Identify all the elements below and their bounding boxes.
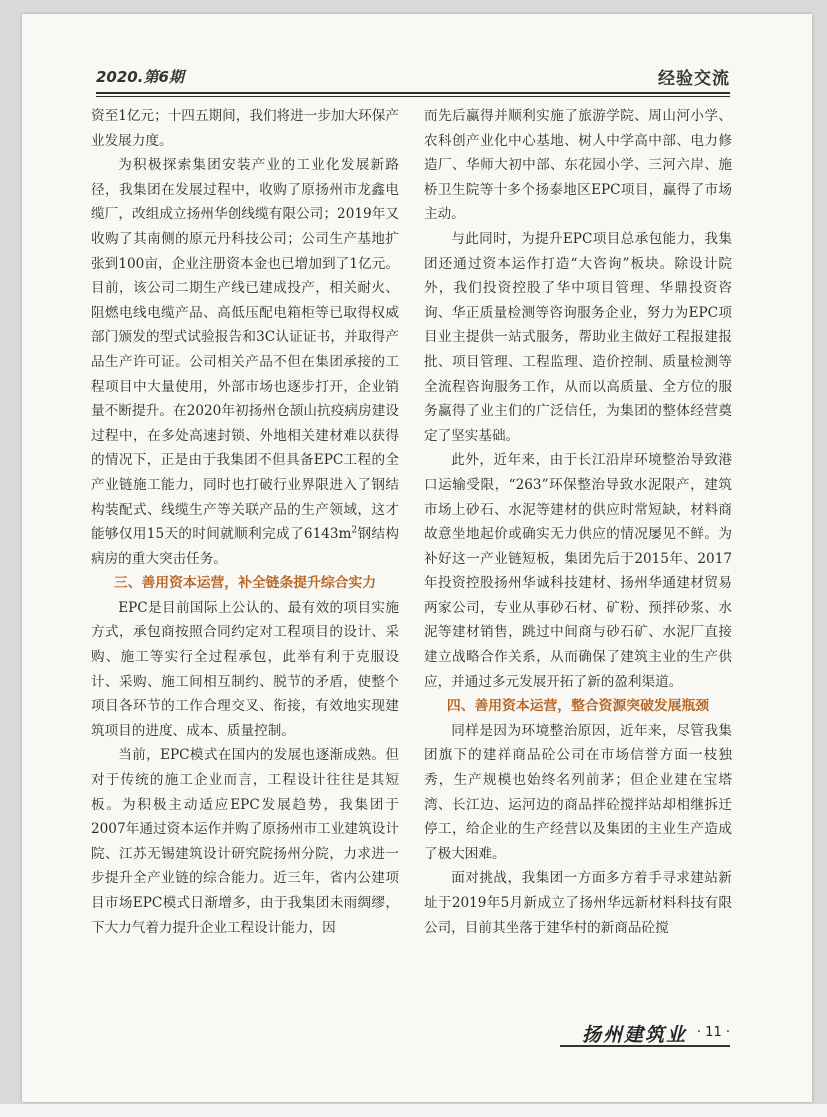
superscript: 2 — [351, 525, 358, 536]
paragraph: 资至1亿元；十四五期间，我们将进一步加大环保产业发展力度。 — [91, 108, 399, 149]
section-heading: 四、善用资本运营，整合资源突破发展瓶颈 — [446, 698, 710, 715]
issue-label: 2020.第6期 — [96, 68, 184, 86]
page-number: · 11 · — [696, 1025, 730, 1040]
left-column — [91, 104, 399, 940]
paragraph: 为积极探索集团安装产业的工业化发展新路径，我集团在发展过程中，收购了原扬州市龙鑫电缆厂，改组成立扬州华创线缆有限公司；2019年又收购了其南侧的原元丹科技公司；公司生产基地扩张到100亩，企业注册资本金也已增加到了1亿元。目前，该公司二期生产线已建成投产，相关耐火、阻燃电线电缆产品、高低压配电箱柜等已取得权威部门颁发的型式试验报告和3C认证证书，并取得产品生产许可证。公司相关产品不但在集团承接的工程项目中大量使用，外部市场也逐步打开，企业销量不断提升。在2020年初扬州仓颉山抗疫病房建设过程中，在多处高速封锁、外地相关建材难以获得的情况下，正是由于我集团不但具备EPC工程的全产业链施工能力，同时也打破行业界限进入了钢结构装配式、线缆生产等关联产品的生产领域，这才能够仅用15天的时间就顺利完成了$6143m^2$钢结构病房的重大突击任务。 — [91, 157, 399, 567]
header-rule — [96, 92, 730, 94]
paragraph: 与此同时，为提升EPC项目总承包能力，我集团还通过资本运作打造“大咨询”板块。除设计院外，我们投资控股了华中项目管理、华鼎投资咨询、华正质量检测等咨询服务企业，努力为EPC项目业主提供一站式服务，帮助业主做好工程报建报批、项目管理、工程监理、造价控制、质量检测等全流程咨询服务工作，从而以高质量、全方位的服务赢得了业主们的广泛信任，为集团的整体经营奠定了坚实基础。 — [424, 230, 732, 444]
paragraph: 面对挑战，我集团一方面多方着手寻求建站新址于2019年5月新成立了扬州华远新材料科技有限公司，目前其坐落于建华村的新商品砼搅 — [424, 870, 732, 936]
right-column — [424, 104, 732, 940]
header-rule-thin — [96, 96, 730, 97]
magazine-logo: 扬州建筑业 — [582, 1024, 688, 1046]
running-header — [96, 64, 730, 92]
paragraph: 同样是因为环境整治原因，近年来，尽管我集团旗下的建祥商品砼公司在市场信誉方面一枝独秀，生产规模也始终名列前茅；但企业建在宝塔湾、长江边、运河边的商品拌砼搅拌站却相继拆迁停工，给企业的生产经营以及集团的主业生产造成了极大困难。 — [424, 722, 732, 862]
footer-rule — [560, 1045, 730, 1047]
next-page-edge — [0, 1104, 827, 1117]
section-heading: 三、善用资本运营，补全链条提升综合实力 — [113, 575, 377, 592]
paragraph: 此外，近年来，由于长江沿岸环境整治导致港口运输受限，“263”环保整治导致水泥限产，建筑市场上砂石、水泥等建材的供应时常短缺，材料商故意坐地起价或确实无力供应的情况屡见不鲜。为补好这一产业链短板，集团先后于2015年、2017年投资控股扬州华诚科技建材、扬州华通建材贸易两家公司，专业从事砂石材、矿粉、预拌砂浆、水泥等建材销售，跳过中间商与砂石矿、水泥厂直接建立战略合作关系，从而确保了建筑主业的生产供应，并通过多元发展开拓了新的盈利渠道。 — [424, 452, 732, 690]
paragraph: 当前，EPC模式在国内的发展也逐渐成熟。但对于传统的施工企业而言，工程设计往往是其短板。为积极主动适应EPC发展趋势，我集团于2007年通过资本运作并购了原扬州市工业建筑设计院、江苏无锡建筑设计研究院扬州分院，力求进一步提升全产业链的综合能力。近三年，省内公建项目市场EPC模式日渐增多，由于我集团未雨绸缪，下大力气着力提升企业工程设计能力，因 — [91, 747, 399, 936]
paragraph: 而先后赢得并顺利实施了旅游学院、周山河小学、农科创产业化中心基地、树人中学高中部、电力修造厂、华师大初中部、东花园小学、三河六岸、施桥卫生院等十多个扬泰地区EPC项目，赢得了市场主动。 — [424, 108, 732, 223]
paragraph: EPC是目前国际上公认的、最有效的项目实施方式，承包商按照合同约定对工程项目的设计、采购、施工等实行全过程承包，此举有利于克服设计、采购、施工间相互制约、脱节的矛盾，使整个项目各环节的工作合理交叉、衔接，有效地实现建筑项目的进度、成本、质量控制。 — [91, 599, 399, 739]
section-label: 经验交流 — [658, 69, 730, 89]
